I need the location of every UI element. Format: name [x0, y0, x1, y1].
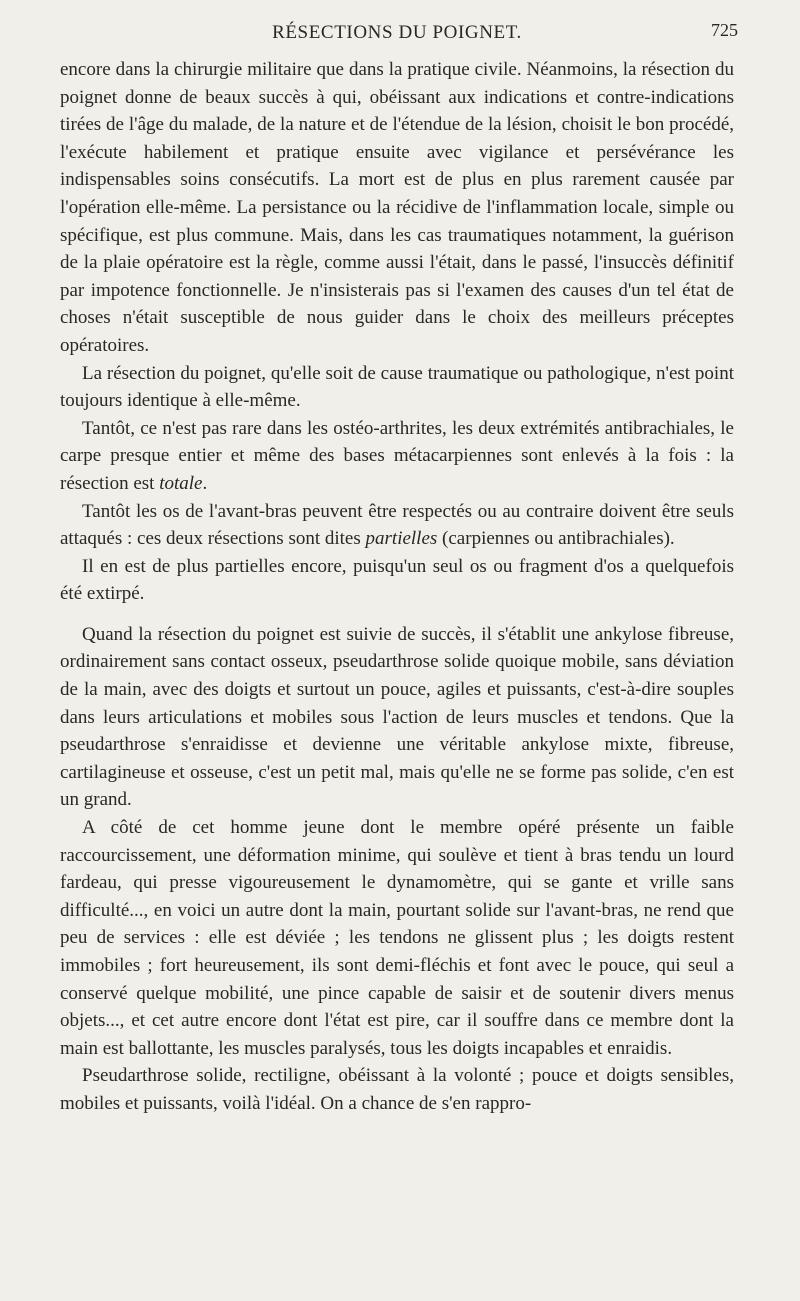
paragraph: A côté de cet homme jeune dont le membre opéré présente un faible raccourcissement, une déformation minime, qui soulève et tient à bras tendu un lourd fardeau, qui presse vigoureusement le dynamomètre, qui se gante et vrille sans difficulté..., en voici un autre dont la main, pourtant solide sur l'avant-bras, ne rend que peu de services : elle est déviée ; les tendons ne glissent plus ; les doigts restent immobiles ; fort heureusement, ils sont demi-fléchis et font avec le pouce, qui seul a conservé quelque mobilité, une pince capable de saisir et de soutenir divers menus objets..., et cet autre encore dont l'état est pire, car il souffre dans ce membre dont la main est ballottante, les muscles paralysés, tous les doigts incapables et enraidis. — [60, 817, 734, 1059]
body-text — [60, 56, 734, 1118]
emphasis-totale: totale — [159, 472, 203, 494]
running-title: RÉSECTIONS DU POIGNET. — [272, 22, 522, 43]
paragraph: La résection du poignet, qu'elle soit de cause traumatique ou pathologique, n'est point toujours identique à elle-même. — [60, 362, 734, 412]
paragraph: Pseudarthrose solide, rectiligne, obéissant à la volonté ; pouce et doigts sensibles, mobiles et puissants, voilà l'idéal. On a chance de s'en rappro- — [60, 1065, 734, 1114]
page-header — [60, 0, 738, 56]
paragraph: Tantôt, ce n'est pas rare dans les ostéo-arthrites, les deux extrémités antibrachiales, le carpe presque entier et même des bases métacarpiennes sont enlevés à la fois : la résection est totale. — [60, 417, 734, 494]
paragraph: encore dans la chirurgie militaire que dans la pratique civile. Néanmoins, la résection du poignet donne de beaux succès à qui, obéissant aux indications et contre-indications tirées de l'âge du malade, de la nature et de l'étendue de la lésion, choisit le bon procédé, l'exécute habilement et pratique ensuite avec vigilance et persévérance les indispensables soins consécutifs. La mort est de plus en plus rarement causée par l'opération elle-même. La persistance ou la récidive de l'inflammation locale, simple ou spécifique, est plus commune. Mais, dans les cas traumatiques notamment, la guérison de la plaie opératoire est la règle, comme aussi l'était, dans le passé, l'insuccès définitif par impotence fonctionnelle. Je n'insisterais pas si l'examen des causes d'un tel état de choses n'était susceptible de nous guider dans le choix des meilleurs préceptes opératoires. — [60, 59, 734, 356]
paragraph: Il en est de plus partielles encore, puisqu'un seul os ou fragment d'os a quelquefois été extirpé. — [60, 555, 734, 605]
paragraph: Tantôt les os de l'avant-bras peuvent être respectés ou au contraire doivent être seuls attaqués : ces deux résections sont dites partielles (carpiennes ou antibrachiales). — [60, 500, 734, 550]
paragraph: Quand la résection du poignet est suivie de succès, il s'établit une ankylose fibreuse, ordinairement sans contact osseux, pseudarthrose solide quoique mobile, sans déviation de la main, avec des doigts et surtout un pouce, agiles et puissants, c'est-à-dire souples dans leurs articulations et mobiles sous l'action de leurs muscles et tendons. Que la pseudarthrose s'enraidisse et devienne une véritable ankylose mixte, fibreuse, cartilagineuse et osseuse, c'est un petit mal, mais qu'elle ne se forme pas solide, c'en est un grand. — [60, 623, 734, 811]
emphasis-partielles: partielles — [365, 528, 438, 550]
page-number: 725 — [711, 20, 738, 40]
